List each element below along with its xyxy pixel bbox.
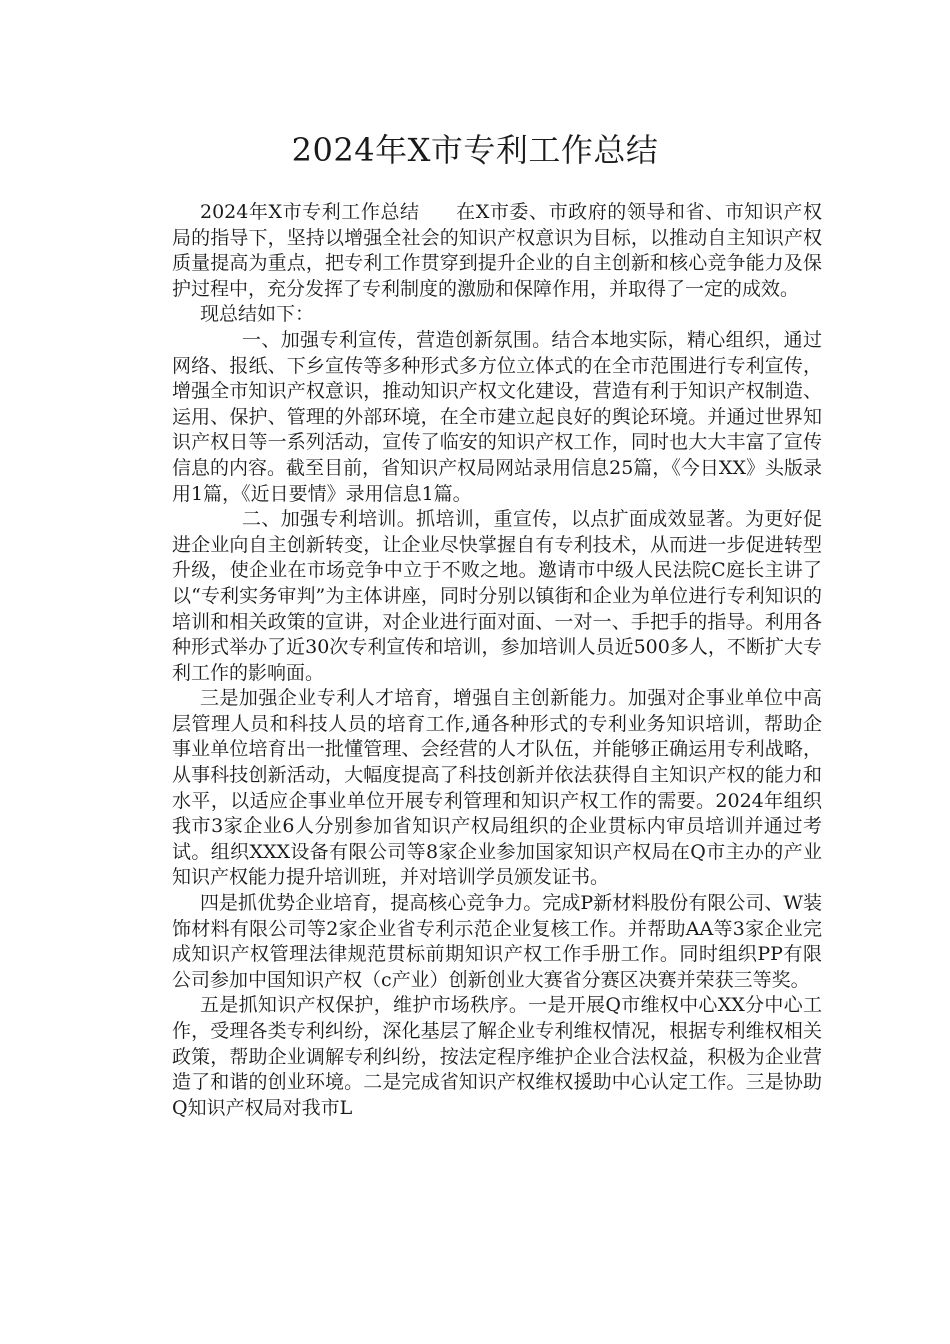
document-body xyxy=(172,200,822,1121)
intro-lead: 2024年X市专利工作总结 xyxy=(200,201,420,223)
paragraph-publicity: 一、加强专利宣传，营造创新氛围。结合本地实际，精心组织，通过网络、报纸、下乡宣传等多种形式多方位立体式的在全市范围进行专利宣传，增强全市知识产权意识，推动知识产权文化建设，营造有利于知识产权制造、运用、保护、管理的外部环境，在全市建立起良好的舆论环境。并通过世界知识产权日等一系列活动，宣传了临安的知识产权工作，同时也大大丰富了宣传信息的内容。截至目前，省知识产权局网站录用信息25篇，《今日XX》头版录用1篇，《近日要情》录用信息1篇。 xyxy=(172,328,822,505)
intro-text: 在X市委、市政府的领导和省、市知识产权局的指导下，坚持以增强全社会的知识产权意识为目标，以推动自主知识产权质量提高为重点，把专利工作贯穿到提升企业的自主创新和核心竞争能力及保护过程中，充分发挥了专利制度的激励和保障作用，并取得了一定的成效。 xyxy=(172,201,822,300)
paragraph-protection: 五是抓知识产权保护，维护市场秩序。一是开展Q市维权中心XX分中心工作，受理各类专利纠纷，深化基层了解企业专利维权情况，根据专利维权相关政策，帮助企业调解专利纠纷，按法定程序维护企业合法权益，积极为企业营造了和谐的创业环境。二是完成省知识产权维权援助中心认定工作。三是协助Q知识产权局对我市L xyxy=(172,994,822,1119)
summary-line: 现总结如下： xyxy=(200,303,315,326)
paragraph-talent: 三是加强企业专利人才培育，增强自主创新能力。加强对企事业单位中高层管理人员和科技人员的培育工作,通各种形式的专利业务知识培训，帮助企事业单位培育出一批懂管理、会经营的人才队伍，并能够正确运用专利战略，从事科技创新活动，大幅度提高了科技创新并依法获得自主知识产权的能力和水平，以适应企事业单位开展专利管理和知识产权工作的需要。2024年组织我市3家企业6人分别参加省知识产权局组织的企业贯标内审员培训并通过考试。组织XXX设备有限公司等8家企业参加国家知识产权局在Q市主办的产业知识产权能力提升培训班，并对培训学员颁发证书。 xyxy=(172,687,822,889)
paragraph-enterprise: 四是抓优势企业培育，提高核心竞争力。完成P新材料股份有限公司、W装饰材料有限公司等2家企业省专利示范企业复核工作。并帮助AA等3家企业完成知识产权管理法律规范贯标前期知识产权工作手册工作。同时组织PP有限公司参加中国知识产权（c产业）创新创业大赛省分赛区决赛并荣获三等奖。 xyxy=(172,892,822,991)
paragraph-training: 二、加强专利培训。抓培训，重宣传，以点扩面成效显著。为更好促进企业向自主创新转变，让企业尽快掌握自有专利技术，从而进一步促进转型升级，使企业在市场竞争中立于不败之地。邀请市中级人民法院C庭长主讲了以“专利实务审判”为主体讲座，同时分别以镇街和企业为单位进行专利知识的培训和相关政策的宣讲，对企业进行面对面、一对一、手把手的指导。利用各种形式举办了近30次专利宣传和培训，参加培训人员近500多人，不断扩大专利工作的影响面。 xyxy=(172,508,822,684)
intro-paragraph xyxy=(172,200,822,302)
document-title: 2024年X市专利工作总结 xyxy=(291,131,659,169)
